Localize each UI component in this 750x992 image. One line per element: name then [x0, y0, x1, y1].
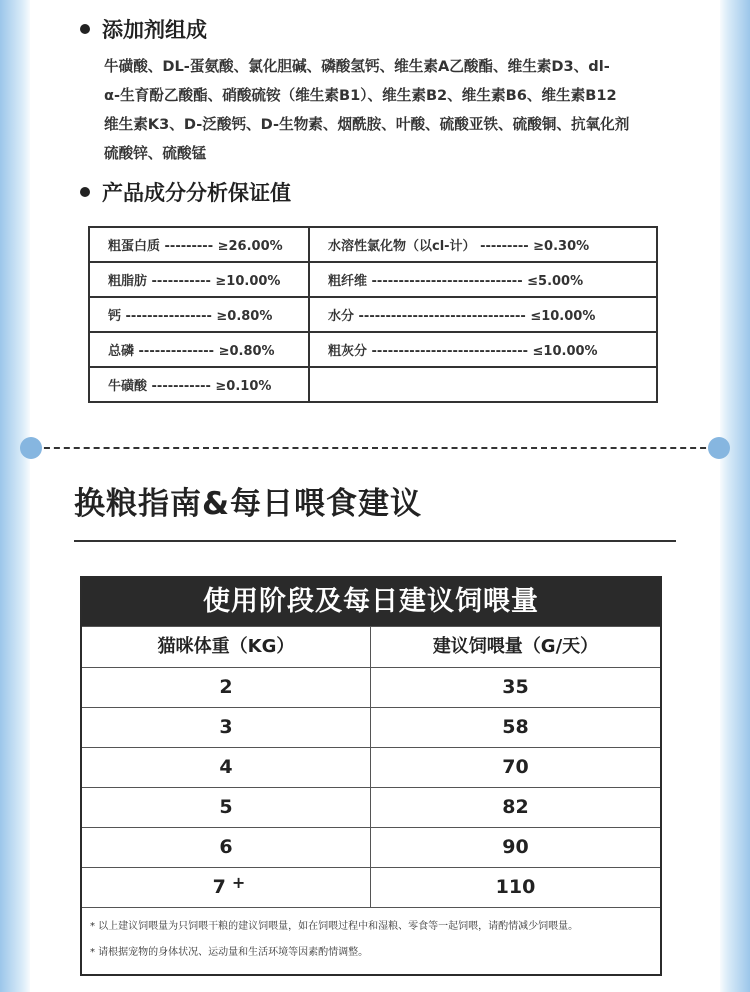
feeding-table-title: 使用阶段及每日建议饲喂量 — [82, 578, 660, 626]
col-weight-header: 猫咪体重（KG） — [82, 627, 371, 667]
additives-heading — [80, 14, 207, 44]
table-row — [82, 667, 660, 707]
table-row — [82, 827, 660, 867]
weight-cell: 4 — [82, 748, 371, 787]
analysis-cell: 粗蛋白质 --------- ≥26.00% — [89, 227, 309, 262]
title-underline — [74, 540, 676, 542]
right-circle-decoration — [708, 437, 730, 459]
analysis-heading-text: 产品成分分析保证值 — [102, 181, 291, 205]
feeding-header-row — [82, 626, 660, 667]
additives-line: α-生育酚乙酸酯、硝酸硫铵（维生素B1）、维生素B2、维生素B6、维生素B12 — [104, 87, 617, 104]
analysis-cell: 牛磺酸 ----------- ≥0.10% — [89, 367, 309, 402]
analysis-cell: 粗灰分 ----------------------------- ≤10.00% — [309, 332, 657, 367]
analysis-cell — [309, 367, 657, 402]
amount-cell: 90 — [502, 836, 529, 858]
analysis-cell: 水分 ------------------------------- ≤10.00% — [309, 297, 657, 332]
additives-line: 硫酸锌、硫酸锰 — [104, 145, 207, 162]
weight-cell: 3 — [82, 708, 371, 747]
analysis-heading — [80, 177, 291, 207]
weight-cell — [82, 868, 371, 907]
analysis-cell: 钙 ---------------- ≥0.80% — [89, 297, 309, 332]
table-row — [82, 707, 660, 747]
feeding-notes — [82, 907, 660, 974]
amount-cell: 82 — [502, 796, 529, 818]
amount-cell: 35 — [502, 676, 529, 698]
additives-line: 牛磺酸、DL-蛋氨酸、氯化胆碱、磷酸氢钙、维生素A乙酸酯、维生素D3、dl- — [104, 58, 610, 75]
col-amount-header: 建议饲喂量（G/天） — [432, 636, 599, 657]
guide-title: 换粮指南&每日喂食建议 — [74, 486, 423, 522]
table-row — [82, 787, 660, 827]
analysis-cell: 总磷 -------------- ≥0.80% — [89, 332, 309, 367]
analysis-cell: 粗纤维 ---------------------------- ≤5.00% — [309, 262, 657, 297]
table-row — [89, 297, 657, 332]
table-row — [89, 262, 657, 297]
weight-value: 7 — [212, 876, 226, 898]
amount-cell: 70 — [502, 756, 529, 778]
amount-cell: 58 — [502, 716, 529, 738]
weight-cell: 6 — [82, 828, 371, 867]
note-line: * 请根据宠物的身体状况、运动量和生活环境等因素酌情调整。 — [90, 947, 369, 958]
dashed-divider — [34, 447, 716, 449]
table-row — [89, 367, 657, 402]
analysis-table — [88, 226, 658, 403]
feeding-table — [80, 576, 662, 976]
analysis-cell: 水溶性氯化物（以cl-计） --------- ≥0.30% — [309, 227, 657, 262]
analysis-cell: 粗脂肪 ----------- ≥10.00% — [89, 262, 309, 297]
bullet-icon — [80, 187, 90, 197]
additives-line: 维生素K3、D-泛酸钙、D-生物素、烟酰胺、叶酸、硫酸亚铁、硫酸铜、抗氧化剂 — [104, 116, 630, 133]
table-row — [89, 227, 657, 262]
bullet-icon — [80, 24, 90, 34]
additives-list — [104, 52, 704, 168]
table-row — [89, 332, 657, 367]
additives-heading-text: 添加剂组成 — [102, 18, 207, 42]
plus-mark: + — [231, 873, 246, 892]
weight-cell: 5 — [82, 788, 371, 827]
table-row — [82, 747, 660, 787]
weight-cell: 2 — [82, 668, 371, 707]
amount-cell: 110 — [495, 876, 536, 898]
table-row — [82, 867, 660, 907]
left-circle-decoration — [20, 437, 42, 459]
note-line: * 以上建议饲喂量为只饲喂干粮的建议饲喂量，如在饲喂过程中和湿粮、零食等一起饲喂，请酌情减少饲喂量。 — [90, 921, 579, 932]
